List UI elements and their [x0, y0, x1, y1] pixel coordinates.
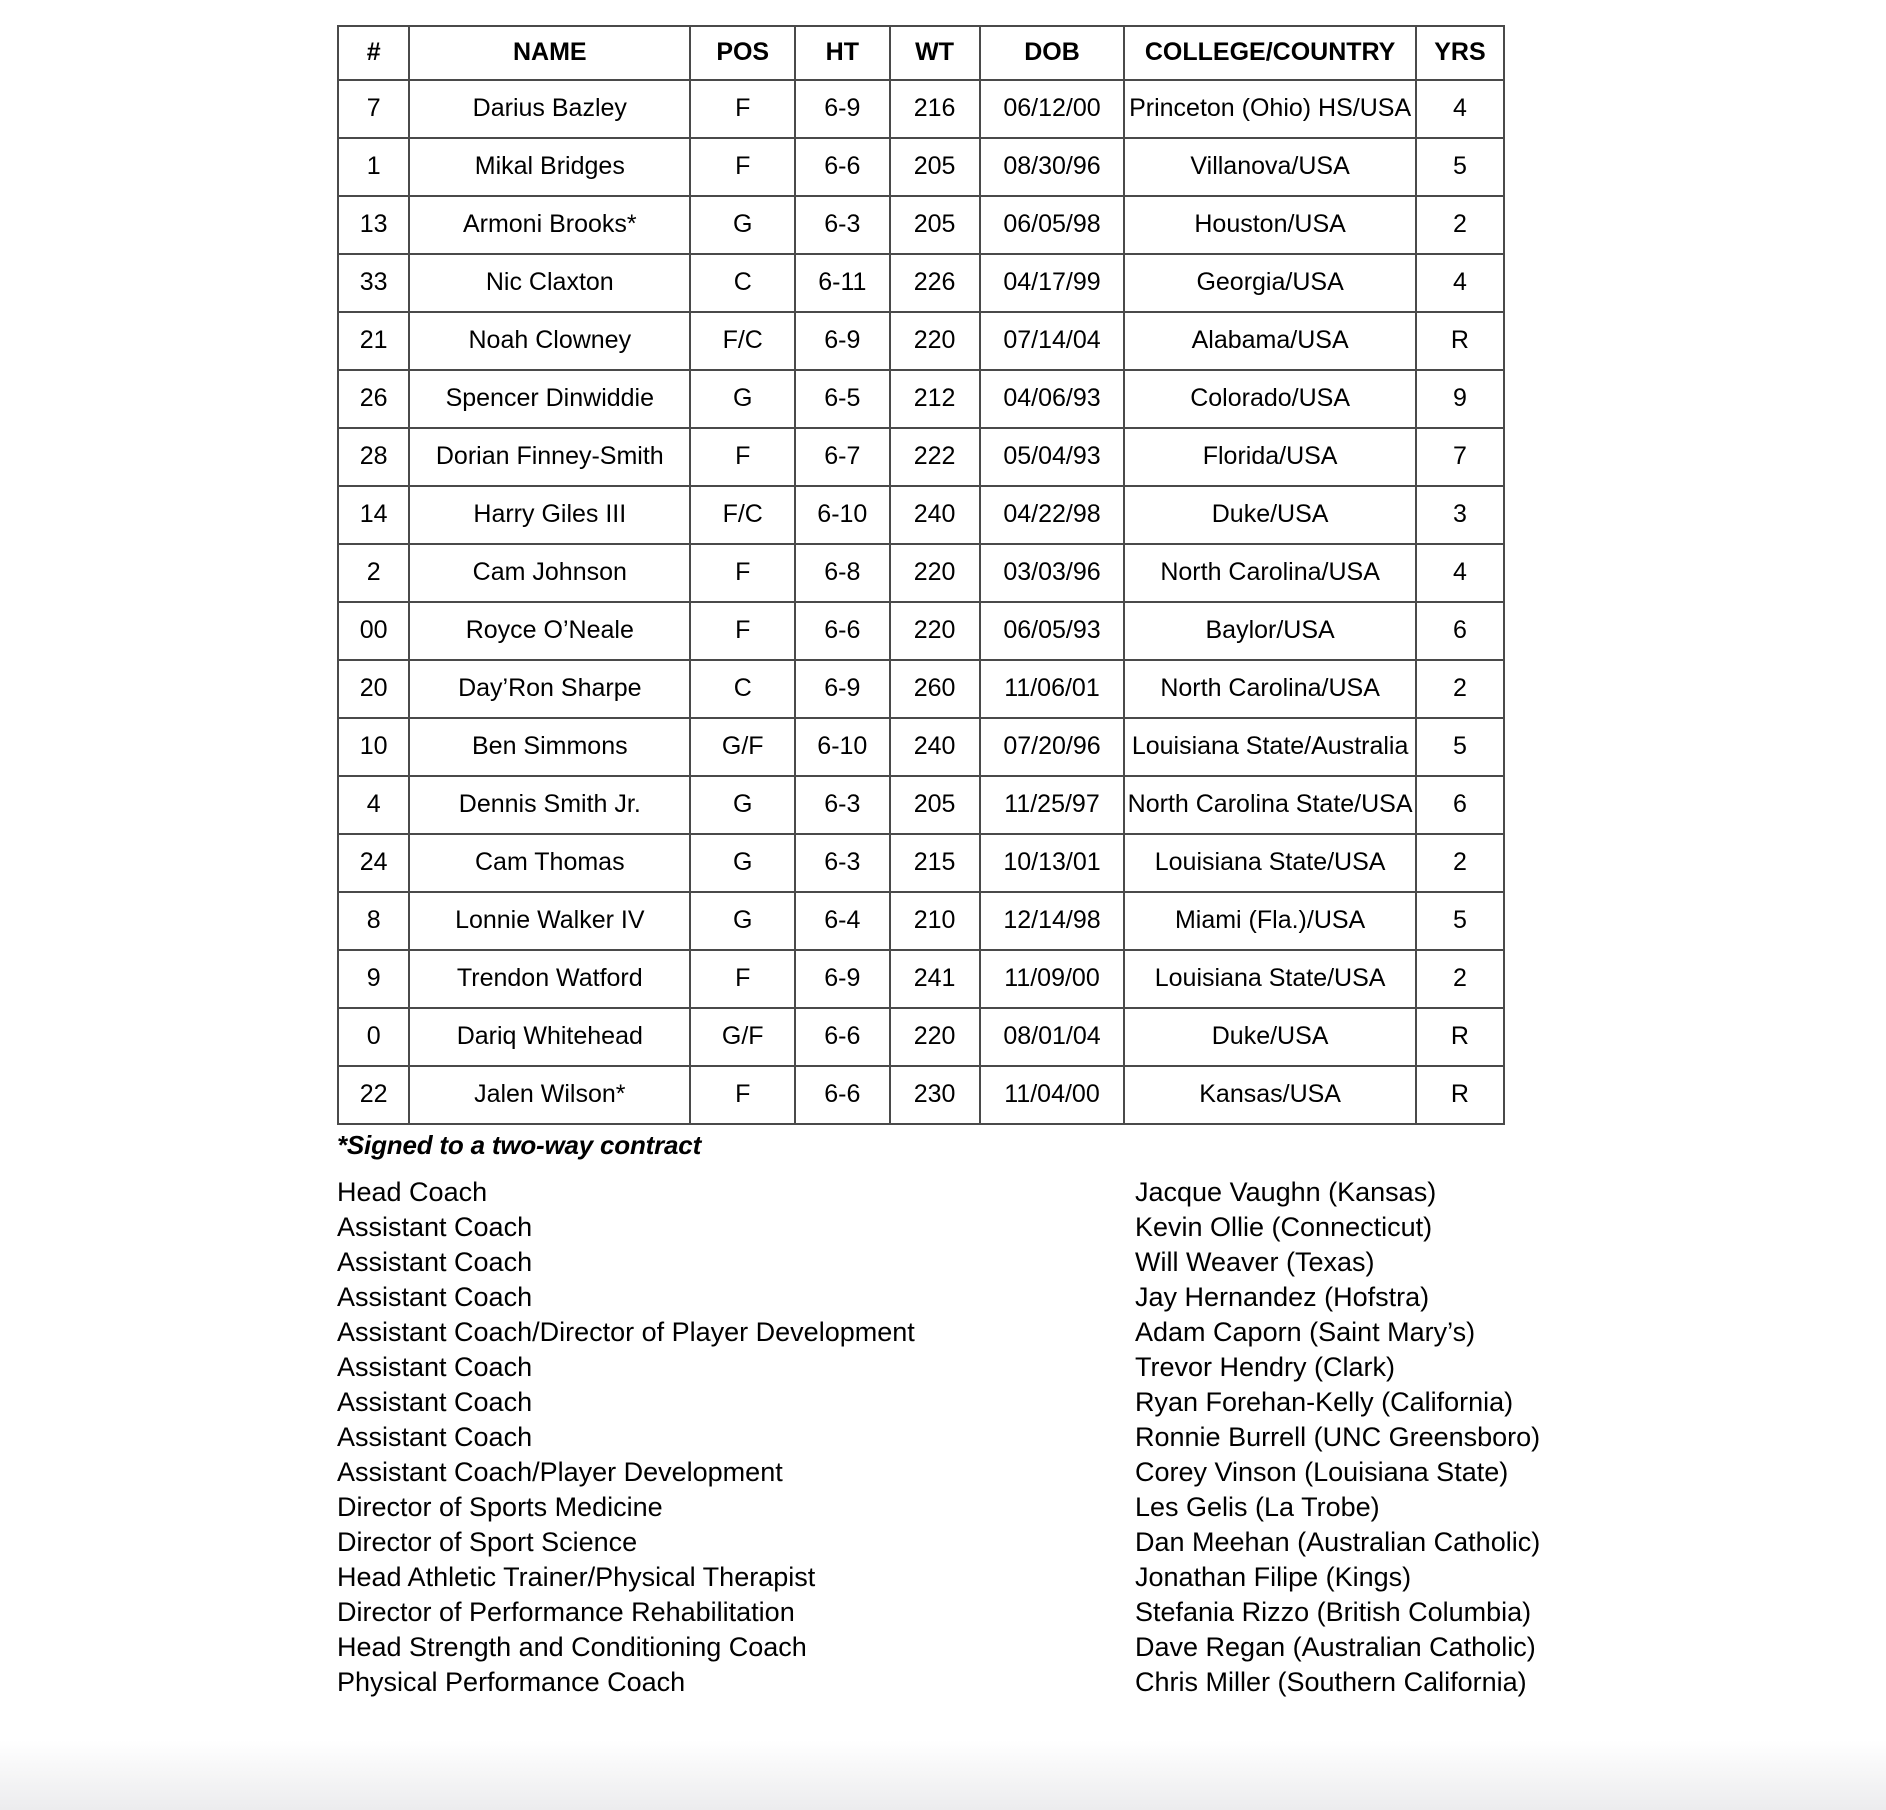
- player-yrs: 5: [1416, 718, 1504, 776]
- table-row: [338, 80, 1504, 138]
- staff-title: Director of Sport Science: [337, 1527, 638, 1558]
- player-wt: 216: [890, 80, 980, 138]
- staff-title: Assistant Coach/Player Development: [337, 1457, 783, 1488]
- player-ht: 6-7: [795, 428, 889, 486]
- staff-person: Ronnie Burrell (UNC Greensboro): [1135, 1422, 1541, 1453]
- player-name: Cam Thomas: [409, 834, 690, 892]
- player-dob: 12/14/98: [980, 892, 1125, 950]
- column-header-dob: DOB: [980, 26, 1125, 80]
- table-row: [338, 370, 1504, 428]
- player-pos: F: [690, 80, 795, 138]
- player-ht: 6-11: [795, 254, 889, 312]
- table-row: [338, 544, 1504, 602]
- table-row: [338, 718, 1504, 776]
- staff-row: [337, 1385, 1514, 1420]
- player-name: Darius Bazley: [409, 80, 690, 138]
- player-number: 14: [338, 486, 409, 544]
- player-college: Princeton (Ohio) HS/USA: [1124, 80, 1416, 138]
- player-college: Georgia/USA: [1124, 254, 1416, 312]
- staff-title: Director of Performance Rehabilitation: [337, 1597, 795, 1628]
- staff-title: Assistant Coach: [337, 1352, 533, 1383]
- player-wt: 205: [890, 196, 980, 254]
- player-dob: 04/17/99: [980, 254, 1125, 312]
- table-row: [338, 776, 1504, 834]
- player-college: Florida/USA: [1124, 428, 1416, 486]
- player-ht: 6-6: [795, 1008, 889, 1066]
- player-pos: F: [690, 950, 795, 1008]
- player-dob: 10/13/01: [980, 834, 1125, 892]
- player-ht: 6-10: [795, 718, 889, 776]
- player-name: Spencer Dinwiddie: [409, 370, 690, 428]
- player-yrs: R: [1416, 312, 1504, 370]
- staff-title: Assistant Coach/Director of Player Development: [337, 1317, 915, 1348]
- player-dob: 06/05/98: [980, 196, 1125, 254]
- player-wt: 210: [890, 892, 980, 950]
- player-dob: 06/05/93: [980, 602, 1125, 660]
- player-pos: F: [690, 544, 795, 602]
- player-pos: G: [690, 834, 795, 892]
- player-name: Royce O’Neale: [409, 602, 690, 660]
- player-dob: 11/04/00: [980, 1066, 1125, 1124]
- roster-table-body: [338, 80, 1504, 1124]
- player-wt: 240: [890, 486, 980, 544]
- column-header-ht: HT: [795, 26, 889, 80]
- player-pos: F/C: [690, 486, 795, 544]
- staff-person: Les Gelis (La Trobe): [1135, 1492, 1380, 1523]
- player-ht: 6-3: [795, 834, 889, 892]
- table-row: [338, 834, 1504, 892]
- staff-person: Trevor Hendry (Clark): [1135, 1352, 1396, 1383]
- staff-person: Stefania Rizzo (British Columbia): [1135, 1597, 1532, 1628]
- player-number: 22: [338, 1066, 409, 1124]
- player-dob: 08/01/04: [980, 1008, 1125, 1066]
- player-pos: F: [690, 138, 795, 196]
- player-ht: 6-9: [795, 950, 889, 1008]
- staff-row: [337, 1420, 1541, 1455]
- player-yrs: R: [1416, 1066, 1504, 1124]
- table-row: [338, 428, 1504, 486]
- staff-person: Jacque Vaughn (Kansas): [1135, 1177, 1437, 1208]
- player-college: Louisiana State/USA: [1124, 950, 1416, 1008]
- staff-person: Dan Meehan (Australian Catholic): [1135, 1527, 1541, 1558]
- staff-row: [337, 1560, 1507, 1595]
- player-number: 9: [338, 950, 409, 1008]
- player-dob: 08/30/96: [980, 138, 1125, 196]
- player-number: 8: [338, 892, 409, 950]
- player-dob: 07/14/04: [980, 312, 1125, 370]
- staff-row: [337, 1595, 1532, 1630]
- player-dob: 04/06/93: [980, 370, 1125, 428]
- player-ht: 6-9: [795, 80, 889, 138]
- player-yrs: 2: [1416, 660, 1504, 718]
- player-college: Baylor/USA: [1124, 602, 1416, 660]
- player-college: Duke/USA: [1124, 486, 1416, 544]
- player-name: Noah Clowney: [409, 312, 690, 370]
- player-college: Houston/USA: [1124, 196, 1416, 254]
- player-name: Dorian Finney-Smith: [409, 428, 690, 486]
- player-number: 20: [338, 660, 409, 718]
- table-row: [338, 1066, 1504, 1124]
- player-yrs: 4: [1416, 254, 1504, 312]
- staff-person: Kevin Ollie (Connecticut): [1135, 1212, 1433, 1243]
- player-number: 33: [338, 254, 409, 312]
- staff-title: Physical Performance Coach: [337, 1667, 686, 1698]
- player-ht: 6-9: [795, 312, 889, 370]
- player-dob: 11/09/00: [980, 950, 1125, 1008]
- staff-row: [337, 1315, 1507, 1350]
- staff-title: Head Strength and Conditioning Coach: [337, 1632, 807, 1663]
- roster-sheet: [337, 25, 1541, 1700]
- staff-person: Will Weaver (Texas): [1135, 1247, 1375, 1278]
- staff-person: Dave Regan (Australian Catholic): [1135, 1632, 1536, 1663]
- player-wt: 220: [890, 602, 980, 660]
- player-number: 1: [338, 138, 409, 196]
- player-ht: 6-5: [795, 370, 889, 428]
- player-name: Day’Ron Sharpe: [409, 660, 690, 718]
- column-header-name: NAME: [409, 26, 690, 80]
- column-header-yrs: YRS: [1416, 26, 1504, 80]
- player-dob: 06/12/00: [980, 80, 1125, 138]
- player-name: Jalen Wilson*: [409, 1066, 690, 1124]
- table-row: [338, 196, 1504, 254]
- column-header-college: COLLEGE/COUNTRY: [1124, 26, 1416, 80]
- staff-person: Jay Hernandez (Hofstra): [1135, 1282, 1430, 1313]
- player-college: Villanova/USA: [1124, 138, 1416, 196]
- player-number: 7: [338, 80, 409, 138]
- player-number: 2: [338, 544, 409, 602]
- player-ht: 6-3: [795, 776, 889, 834]
- player-dob: 07/20/96: [980, 718, 1125, 776]
- player-wt: 220: [890, 312, 980, 370]
- staff-row: [337, 1525, 1541, 1560]
- player-wt: 205: [890, 138, 980, 196]
- player-pos: G/F: [690, 1008, 795, 1066]
- player-college: North Carolina/USA: [1124, 660, 1416, 718]
- player-wt: 212: [890, 370, 980, 428]
- player-name: Dennis Smith Jr.: [409, 776, 690, 834]
- player-name: Cam Johnson: [409, 544, 690, 602]
- player-number: 0: [338, 1008, 409, 1066]
- table-row: [338, 660, 1504, 718]
- player-name: Armoni Brooks*: [409, 196, 690, 254]
- player-pos: G: [690, 370, 795, 428]
- player-number: 10: [338, 718, 409, 776]
- column-header-number: #: [338, 26, 409, 80]
- player-yrs: 6: [1416, 776, 1504, 834]
- player-number: 4: [338, 776, 409, 834]
- player-wt: 220: [890, 1008, 980, 1066]
- staff-title: Head Athletic Trainer/Physical Therapist: [337, 1562, 816, 1593]
- player-dob: 11/06/01: [980, 660, 1125, 718]
- player-yrs: 4: [1416, 80, 1504, 138]
- player-pos: F/C: [690, 312, 795, 370]
- table-row: [338, 486, 1504, 544]
- table-row: [338, 138, 1504, 196]
- roster-table: [337, 25, 1505, 1125]
- player-name: Trendon Watford: [409, 950, 690, 1008]
- column-header-pos: POS: [690, 26, 795, 80]
- two-way-contract-footnote: *Signed to a two-way contract: [337, 1130, 702, 1160]
- header-row: [338, 26, 1504, 80]
- player-name: Harry Giles III: [409, 486, 690, 544]
- staff-row: [337, 1350, 1507, 1385]
- staff-row: [337, 1280, 1507, 1315]
- player-wt: 222: [890, 428, 980, 486]
- player-wt: 260: [890, 660, 980, 718]
- player-ht: 6-10: [795, 486, 889, 544]
- table-row: [338, 1008, 1504, 1066]
- player-pos: F: [690, 1066, 795, 1124]
- player-ht: 6-3: [795, 196, 889, 254]
- player-pos: G/F: [690, 718, 795, 776]
- player-college: Kansas/USA: [1124, 1066, 1416, 1124]
- staff-title: Assistant Coach: [337, 1247, 533, 1278]
- staff-title: Head Coach: [337, 1177, 488, 1208]
- player-college: Alabama/USA: [1124, 312, 1416, 370]
- player-college: Louisiana State/USA: [1124, 834, 1416, 892]
- player-number: 28: [338, 428, 409, 486]
- player-number: 00: [338, 602, 409, 660]
- staff-title: Assistant Coach: [337, 1387, 533, 1418]
- staff-list: [337, 1175, 1541, 1700]
- player-ht: 6-6: [795, 138, 889, 196]
- player-yrs: 4: [1416, 544, 1504, 602]
- player-dob: 05/04/93: [980, 428, 1125, 486]
- player-yrs: 9: [1416, 370, 1504, 428]
- player-name: Dariq Whitehead: [409, 1008, 690, 1066]
- staff-row: [337, 1490, 1507, 1525]
- player-name: Lonnie Walker IV: [409, 892, 690, 950]
- player-yrs: 2: [1416, 196, 1504, 254]
- player-number: 26: [338, 370, 409, 428]
- player-yrs: 2: [1416, 834, 1504, 892]
- player-pos: G: [690, 196, 795, 254]
- player-pos: G: [690, 776, 795, 834]
- roster-table-header: [338, 26, 1504, 80]
- player-yrs: 7: [1416, 428, 1504, 486]
- player-college: North Carolina/USA: [1124, 544, 1416, 602]
- staff-person: Jonathan Filipe (Kings): [1135, 1562, 1412, 1593]
- player-pos: C: [690, 660, 795, 718]
- table-row: [338, 312, 1504, 370]
- player-name: Mikal Bridges: [409, 138, 690, 196]
- staff-title: Assistant Coach: [337, 1282, 533, 1313]
- player-yrs: 2: [1416, 950, 1504, 1008]
- player-ht: 6-4: [795, 892, 889, 950]
- player-wt: 205: [890, 776, 980, 834]
- player-wt: 230: [890, 1066, 980, 1124]
- staff-person: Corey Vinson (Louisiana State): [1135, 1457, 1509, 1488]
- staff-title: Assistant Coach: [337, 1422, 533, 1453]
- staff-row: [337, 1175, 1507, 1210]
- player-ht: 6-8: [795, 544, 889, 602]
- table-row: [338, 602, 1504, 660]
- player-name: Nic Claxton: [409, 254, 690, 312]
- page-bottom-fade: [0, 1740, 1886, 1810]
- player-college: Louisiana State/Australia: [1124, 718, 1416, 776]
- staff-title: Director of Sports Medicine: [337, 1492, 663, 1523]
- player-ht: 6-6: [795, 1066, 889, 1124]
- staff-person: Chris Miller (Southern California): [1135, 1667, 1527, 1698]
- staff-row: [337, 1665, 1527, 1700]
- player-dob: 03/03/96: [980, 544, 1125, 602]
- staff-row: [337, 1210, 1507, 1245]
- player-college: North Carolina State/USA: [1124, 776, 1416, 834]
- player-wt: 240: [890, 718, 980, 776]
- player-yrs: 5: [1416, 138, 1504, 196]
- player-pos: C: [690, 254, 795, 312]
- staff-row: [337, 1245, 1507, 1280]
- player-pos: G: [690, 892, 795, 950]
- player-pos: F: [690, 602, 795, 660]
- player-yrs: 6: [1416, 602, 1504, 660]
- player-dob: 11/25/97: [980, 776, 1125, 834]
- player-wt: 226: [890, 254, 980, 312]
- player-wt: 220: [890, 544, 980, 602]
- staff-title: Assistant Coach: [337, 1212, 533, 1243]
- player-wt: 215: [890, 834, 980, 892]
- player-ht: 6-6: [795, 602, 889, 660]
- table-row: [338, 892, 1504, 950]
- player-yrs: R: [1416, 1008, 1504, 1066]
- player-yrs: 3: [1416, 486, 1504, 544]
- staff-person: Adam Caporn (Saint Mary’s): [1135, 1317, 1476, 1348]
- staff-row: [337, 1630, 1536, 1665]
- table-row: [338, 950, 1504, 1008]
- player-college: Duke/USA: [1124, 1008, 1416, 1066]
- player-number: 24: [338, 834, 409, 892]
- player-yrs: 5: [1416, 892, 1504, 950]
- column-header-wt: WT: [890, 26, 980, 80]
- player-wt: 241: [890, 950, 980, 1008]
- player-name: Ben Simmons: [409, 718, 690, 776]
- table-row: [338, 254, 1504, 312]
- player-pos: F: [690, 428, 795, 486]
- staff-person: Ryan Forehan-Kelly (California): [1135, 1387, 1514, 1418]
- player-ht: 6-9: [795, 660, 889, 718]
- player-number: 13: [338, 196, 409, 254]
- player-college: Miami (Fla.)/USA: [1124, 892, 1416, 950]
- player-dob: 04/22/98: [980, 486, 1125, 544]
- player-college: Colorado/USA: [1124, 370, 1416, 428]
- staff-row: [337, 1455, 1507, 1490]
- player-number: 21: [338, 312, 409, 370]
